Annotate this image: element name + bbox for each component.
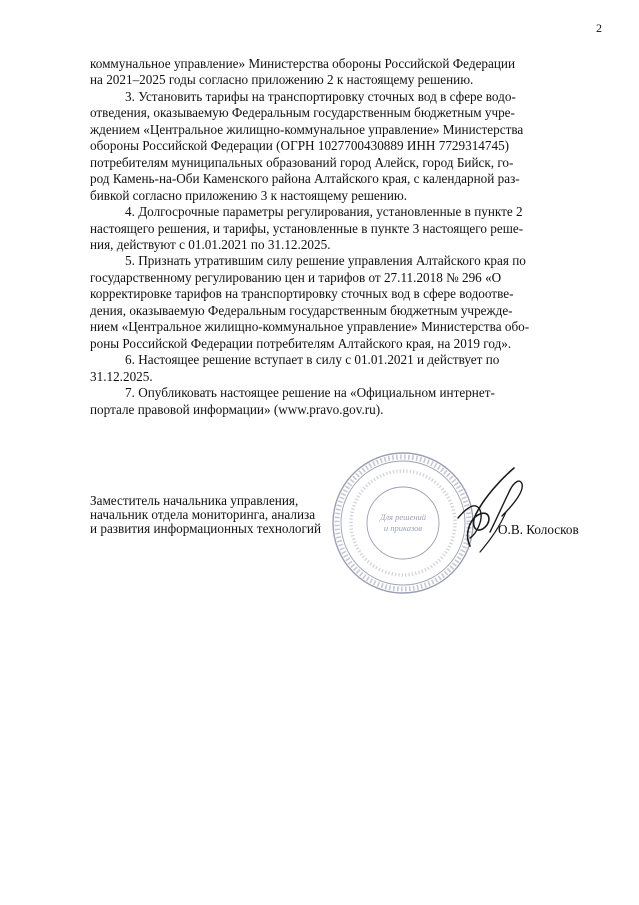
signer-name: О.В. Колосков xyxy=(498,522,579,537)
page-number: 2 xyxy=(596,21,602,35)
text-line: род Камень-на-Оби Каменского района Алтайского края, с календарной раз- xyxy=(90,171,520,187)
text-line: бивкой согласно приложению 3 к настоящему решению. xyxy=(90,187,408,203)
document-body xyxy=(90,56,588,418)
text-line: 5. Признать утратившим силу решение управления Алтайского края по xyxy=(125,253,526,269)
text-line: нием «Центральное жилищно-коммунальное управление» Министерства обо- xyxy=(90,319,530,335)
signer-title-line: и развития информационных технологий xyxy=(90,521,322,537)
text-line: на 2021–2025 годы согласно приложению 2 к настоящему решению. xyxy=(90,72,474,88)
text-line: ния, действуют с 01.01.2021 по 31.12.2025. xyxy=(90,236,331,252)
text-line: 3. Установить тарифы на транспортировку сточных вод в сфере водо- xyxy=(125,88,516,104)
text-line: государственному регулированию цен и тарифов от 27.11.2018 № 296 «О xyxy=(90,269,502,285)
text-line: роны Российской Федерации потребителям Алтайского края, на 2019 год». xyxy=(90,335,512,351)
stamp-text-line: Для решений xyxy=(379,512,427,522)
signer-title-line: начальник отдела мониторинга, анализа xyxy=(90,507,316,523)
paragraph-3 xyxy=(90,89,588,204)
text-line: обороны Российской Федерации (ОГРН 1027700430889 ИНН 7729314745) xyxy=(90,138,510,154)
text-line: ждением «Центральное жилищно-коммунальное управление» Министерства xyxy=(90,121,524,137)
text-line: отведения, оказываемую Федеральным государственным бюджетным учре- xyxy=(90,105,515,121)
paragraph-4 xyxy=(90,204,588,253)
text-line: 6. Настоящее решение вступает в силу с 01.01.2021 и действует по xyxy=(125,352,500,368)
stamp-text-line: и приказов xyxy=(383,523,423,533)
text-line: настоящего решения, и тарифы, установленные в пункте 3 настоящего реше- xyxy=(90,220,524,236)
text-line: портале правовой информации» (www.pravo.gov.ru). xyxy=(90,401,384,417)
text-line: коммунальное управление» Министерства обороны Российской Федерации xyxy=(90,56,516,71)
text-line: дения, оказываемую Федеральным государственным бюджетным учрежде- xyxy=(90,302,513,318)
text-line: корректировке тарифов на транспортировку сточных вод в сфере водоотве- xyxy=(90,286,514,302)
paragraph-7 xyxy=(90,385,588,418)
signature-block xyxy=(90,494,590,554)
paragraph-5 xyxy=(90,253,588,352)
paragraph-6 xyxy=(90,352,588,385)
text-line: 7. Опубликовать настоящее решение на «Официальном интернет- xyxy=(125,385,495,401)
text-line: потребителям муниципальных образований город Алейск, город Бийск, го- xyxy=(90,154,514,170)
paragraph-continued xyxy=(90,56,588,89)
text-line: 4. Долгосрочные параметры регулирования, установленные в пункте 2 xyxy=(125,204,523,220)
text-line: 31.12.2025. xyxy=(90,368,153,384)
signer-title-line: Заместитель начальника управления, xyxy=(90,493,299,508)
